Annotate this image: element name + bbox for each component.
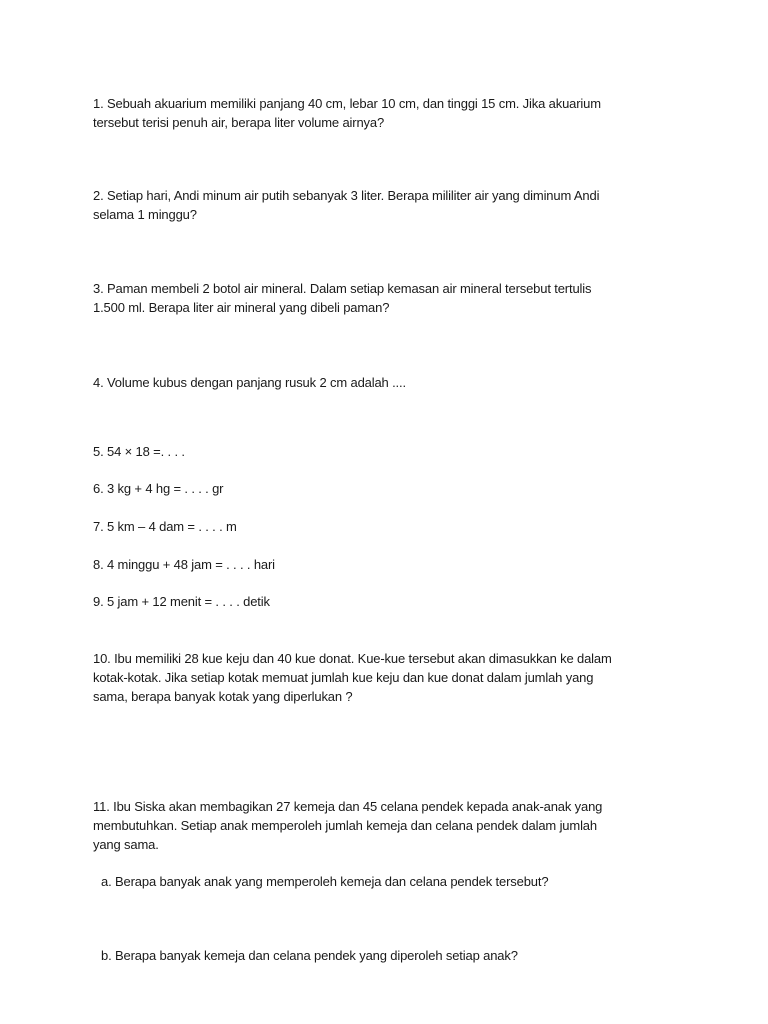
question-8-line-1: 8. 4 minggu + 48 jam = . . . . hari xyxy=(93,557,275,572)
question-2-line-2: selama 1 minggu? xyxy=(93,207,197,222)
question-10-line-1: 10. Ibu memiliki 28 kue keju dan 40 kue donat. Kue-kue tersebut akan dimasukkan ke dalam xyxy=(93,651,612,666)
question-11-line-3: yang sama. xyxy=(93,837,159,852)
question-7-line-1: 7. 5 km – 4 dam = . . . . m xyxy=(93,519,237,534)
question-11-line-1: 11. Ibu Siska akan membagikan 27 kemeja dan 45 celana pendek kepada anak-anak yang xyxy=(93,799,603,814)
question-2 xyxy=(93,186,693,224)
question-1 xyxy=(93,94,693,132)
question-4 xyxy=(93,373,693,392)
question-8 xyxy=(93,555,693,574)
question-1-line-2: tersebut terisi penuh air, berapa liter volume airnya? xyxy=(93,115,385,130)
question-2-line-1: 2. Setiap hari, Andi minum air putih sebanyak 3 liter. Berapa mililiter air yang diminum Andi xyxy=(93,188,600,203)
question-3-line-1: 3. Paman membeli 2 botol air mineral. Dalam setiap kemasan air mineral tersebut tertulis xyxy=(93,281,592,296)
question-11a xyxy=(101,872,701,891)
question-5-line-1: 5. 54 × 18 =. . . . xyxy=(93,444,185,459)
question-9 xyxy=(93,592,693,611)
question-1-line-1: 1. Sebuah akuarium memiliki panjang 40 cm, lebar 10 cm, dan tinggi 15 cm. Jika akuarium xyxy=(93,96,601,111)
question-3 xyxy=(93,279,693,317)
question-11b-line: b. Berapa banyak kemeja dan celana pendek yang diperoleh setiap anak? xyxy=(101,948,518,963)
question-3-line-2: 1.500 ml. Berapa liter air mineral yang dibeli paman? xyxy=(93,300,390,315)
question-10-line-3: sama, berapa banyak kotak yang diperlukan ? xyxy=(93,689,353,704)
question-9-line-1: 9. 5 jam + 12 menit = . . . . detik xyxy=(93,594,270,609)
question-11 xyxy=(93,797,693,854)
question-7 xyxy=(93,517,693,536)
question-11-line-2: membutuhkan. Setiap anak memperoleh jumlah kemeja dan celana pendek dalam jumlah xyxy=(93,818,597,833)
question-11b xyxy=(101,946,701,965)
question-6 xyxy=(93,479,693,498)
question-6-line-1: 6. 3 kg + 4 hg = . . . . gr xyxy=(93,481,224,496)
question-10 xyxy=(93,649,693,706)
question-5 xyxy=(93,442,693,461)
question-4-line-1: 4. Volume kubus dengan panjang rusuk 2 cm adalah .... xyxy=(93,375,406,390)
question-10-line-2: kotak-kotak. Jika setiap kotak memuat jumlah kue keju dan kue donat dalam jumlah yang xyxy=(93,670,594,685)
question-11a-line: a. Berapa banyak anak yang memperoleh kemeja dan celana pendek tersebut? xyxy=(101,874,549,889)
